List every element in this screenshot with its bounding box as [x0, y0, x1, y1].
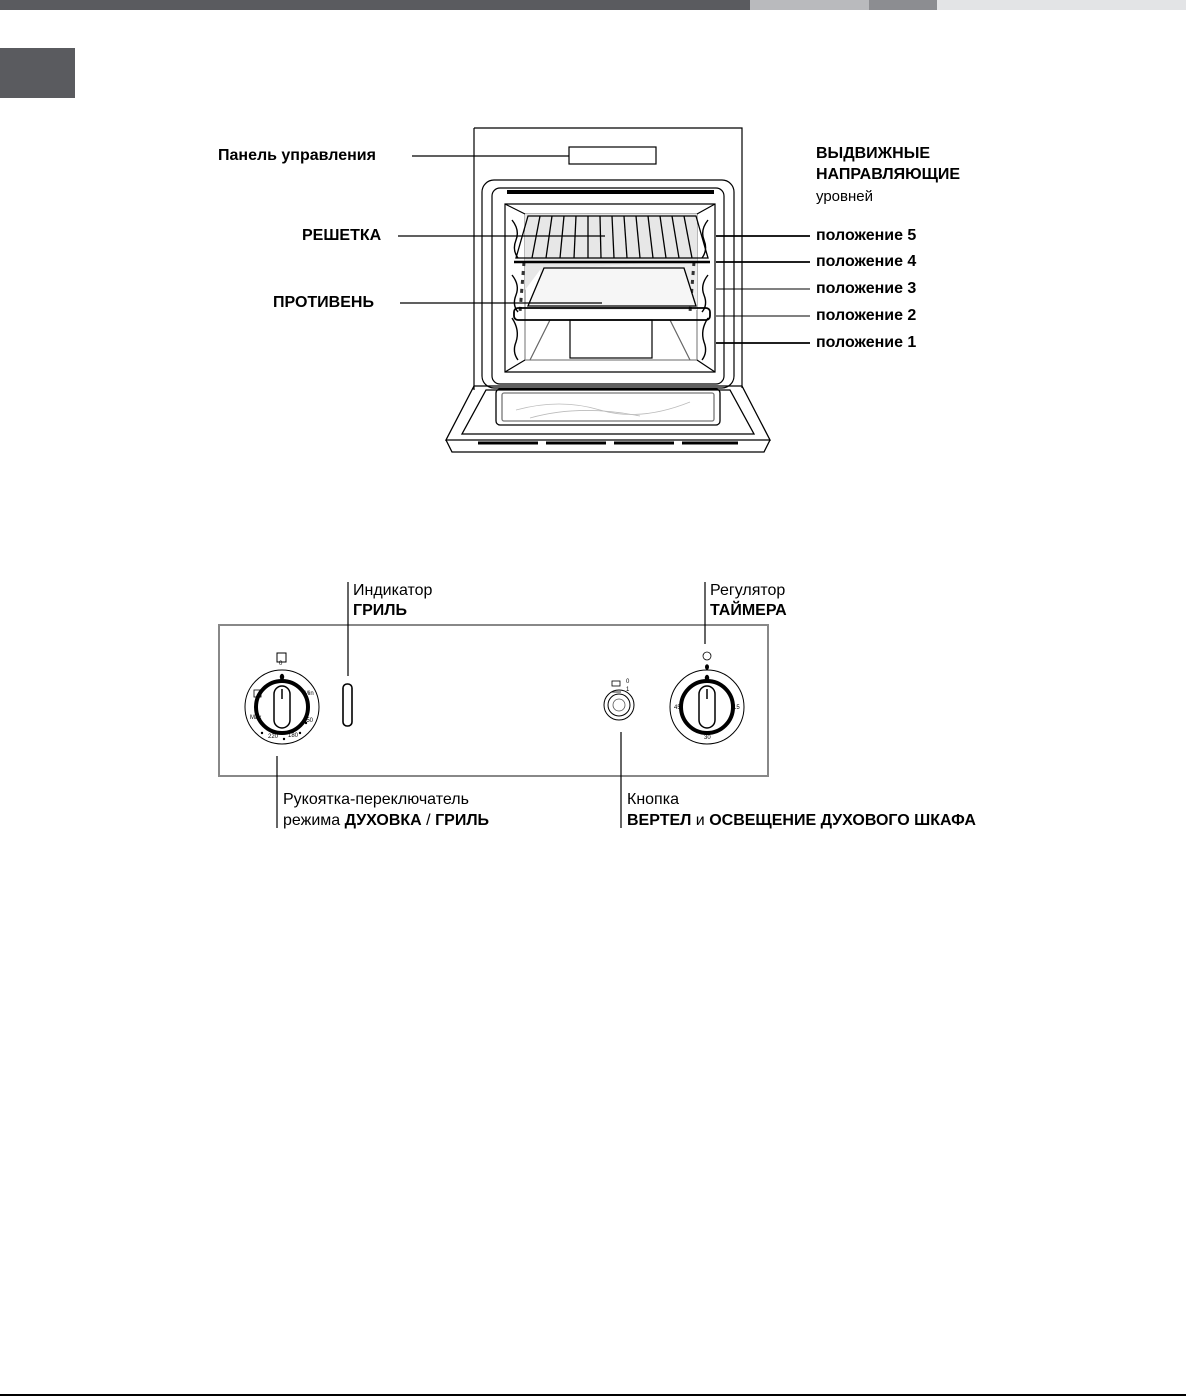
label-selector-line2: [283, 810, 489, 831]
grill-indicator: [343, 684, 352, 726]
timer-mark-30: 30: [704, 735, 711, 741]
button-spit: ВЕРТЕЛ: [627, 812, 692, 829]
selector-mark-220: 220: [268, 734, 279, 740]
selector-prefix: режима: [283, 812, 345, 829]
switch-mark-0: 0: [626, 679, 630, 685]
label-button-line1: Кнопка: [627, 791, 679, 808]
label-timer-line1: Регулятор: [710, 582, 786, 599]
label-selector-line1: Рукоятка-переключатель: [283, 791, 469, 808]
page-bottom-rule: [0, 1394, 1186, 1396]
label-position-4: положение 4: [816, 253, 917, 270]
selector-mark-min: Min: [304, 691, 314, 697]
label-position-3: положение 3: [816, 280, 917, 297]
label-guides-line2: НАПРАВЛЯЮЩИЕ: [816, 166, 961, 183]
timer-mark-45: 45: [674, 705, 681, 711]
button-light: ОСВЕЩЕНИЕ ДУХОВОГО ШКАФА: [709, 812, 976, 829]
label-timer-line2: ТАЙМЕРА: [710, 602, 787, 619]
label-indicator-line2: ГРИЛЬ: [353, 602, 407, 619]
label-guides-line1: ВЫДВИЖНЫЕ: [816, 145, 931, 162]
label-position-2: положение 2: [816, 307, 917, 324]
timer-mark-15: 15: [733, 705, 740, 711]
label-guides-line3: уровней: [816, 188, 873, 205]
label-tray: ПРОТИВЕНЬ: [273, 294, 374, 311]
label-position-1: положение 1: [816, 334, 917, 351]
label-position-5: положение 5: [816, 227, 917, 244]
selector-mark-150: 150: [303, 718, 314, 724]
button-and: и: [691, 812, 710, 829]
switch-mark-1: 1: [626, 687, 630, 693]
label-rack: РЕШЕТКА: [302, 227, 382, 244]
selector-mark-max: Max: [250, 715, 262, 721]
selector-oven: ДУХОВКА: [344, 812, 422, 829]
label-button-line2: [627, 810, 976, 831]
selector-grill: ГРИЛЬ: [435, 812, 490, 829]
label-control-panel: Панель управления: [218, 147, 376, 164]
selector-mark-0: 0: [279, 661, 283, 667]
label-indicator-line1: Индикатор: [353, 582, 433, 599]
selector-mark-180: 180: [288, 733, 299, 739]
selector-slash: /: [421, 812, 436, 829]
control-panel-frame: [219, 625, 768, 776]
